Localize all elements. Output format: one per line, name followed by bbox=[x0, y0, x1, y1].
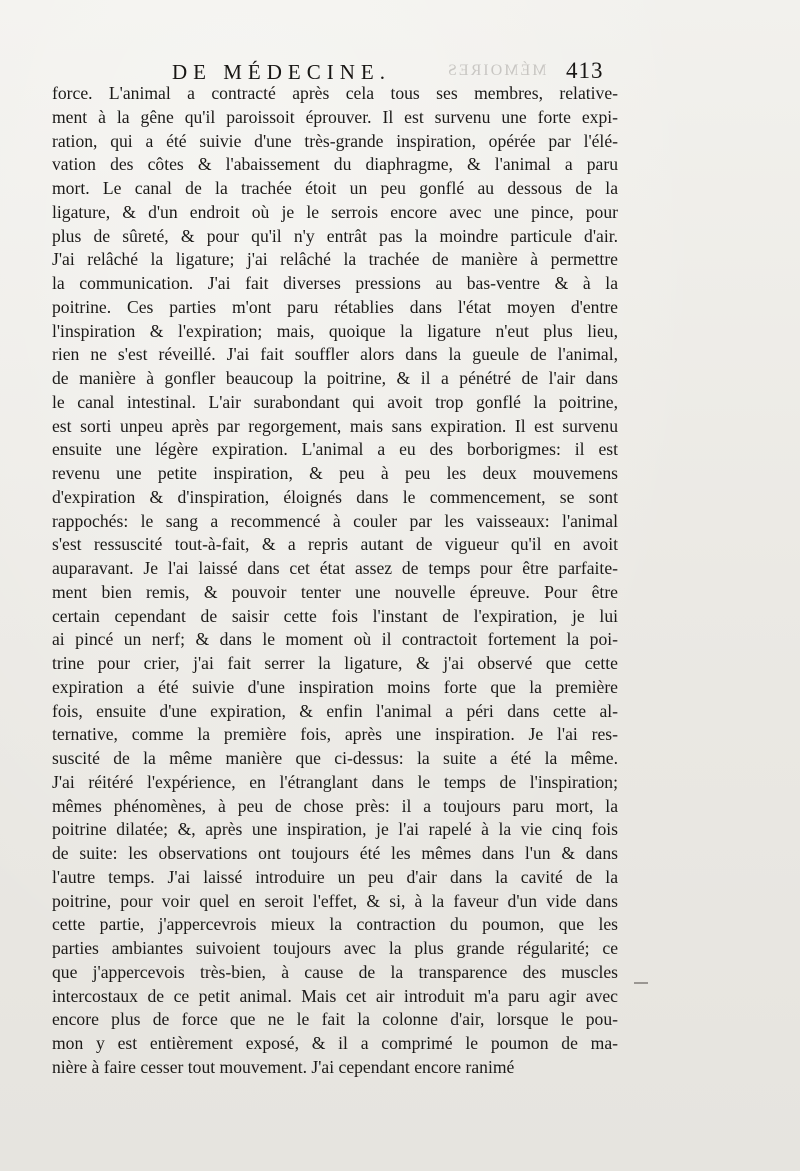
bleed-through-text: MÉMOIRES bbox=[446, 62, 547, 79]
running-title: DE MÉDECINE. bbox=[172, 60, 391, 84]
text-line: ligature, & d'un endroit où je le serrois encore avec une pince, pour bbox=[52, 201, 618, 222]
text-line: intercostaux de ce petit animal. Mais cet air introduit m'a paru agir avec bbox=[52, 985, 618, 1006]
text-line: fois, ensuite d'une expiration, & enfin l'animal a péri dans cette al- bbox=[52, 700, 618, 721]
body-text bbox=[52, 82, 618, 1080]
text-line: auparavant. Je l'ai laissé dans cet état assez de temps pour être parfaite- bbox=[52, 558, 618, 578]
text-line: mort. Le canal de la trachée étoit un peu gonflé au dessous de la bbox=[52, 178, 618, 198]
text-line: encore plus de force que ne le fait la colonne d'air, lorsque le pou- bbox=[52, 1009, 618, 1030]
text-line: cette partie, j'appercevrois mieux la contraction du poumon, que les bbox=[52, 914, 618, 935]
text-line: de manière à gonfler beaucoup la poitrine, & il a pénétré de l'air dans bbox=[52, 368, 618, 388]
text-line: parties ambiantes suivoient toujours avec la plus grande régularité; ce bbox=[52, 938, 618, 958]
text-line: ration, qui a été suivie d'une très-grande inspiration, opérée par l'élé- bbox=[52, 130, 618, 151]
text-line: l'autre temps. J'ai laissé introduire un peu d'air dans la cavité de la bbox=[52, 866, 618, 887]
text-line: suscité de la même manière que ci-dessus: la suite a été la même. bbox=[52, 748, 618, 768]
text-line: vation des côtes & l'abaissement du diaphragme, & l'animal a paru bbox=[52, 154, 618, 175]
text-line: nière à faire cesser tout mouvement. J'ai cependant encore ranimé bbox=[52, 1056, 515, 1077]
text-line: que j'appercevois très-bien, à cause de la transparence des muscles bbox=[52, 961, 618, 982]
text-line: force. L'animal a contracté après cela tous ses membres, relative- bbox=[52, 83, 618, 103]
text-line: ensuite une légère expiration. L'animal a eu des borborigmes: il est bbox=[52, 439, 618, 460]
text-line: poitrine. Ces parties m'ont paru rétablies dans l'état moyen d'entre bbox=[52, 296, 618, 317]
text-line: expiration a été suivie d'une inspiration moins forte que la première bbox=[52, 676, 618, 697]
line-end-mark bbox=[634, 982, 648, 984]
text-line: rappochés: le sang a recommencé à couler par les vaisseaux: l'animal bbox=[52, 510, 618, 531]
text-line: poitrine dilatée; &, après une inspiration, je l'ai rapelé à la vie cinq fois bbox=[52, 819, 618, 840]
page-number: 413 bbox=[566, 58, 604, 83]
text-line: est sorti unpeu après par regorgement, mais sans expiration. Il est survenu bbox=[52, 415, 618, 436]
text-line: mon y est entièrement exposé, & il a comprimé le poumon de ma- bbox=[52, 1033, 618, 1053]
text-line: trine pour crier, j'ai fait serrer la ligature, & j'ai observé que cette bbox=[52, 653, 618, 673]
text-line: l'inspiration & l'expiration; mais, quoique la ligature n'eut plus lieu, bbox=[52, 320, 618, 341]
text-line: poitrine, pour voir quel en seroit l'effet, & si, à la faveur d'un vide dans bbox=[52, 890, 618, 911]
text-line: certain cependant de saisir cette fois l'instant de l'expiration, je lui bbox=[52, 605, 618, 626]
text-line: la communication. J'ai fait diverses pressions au bas-ventre & à la bbox=[52, 273, 618, 293]
text-line: de suite: les observations ont toujours été les mêmes dans l'un & dans bbox=[52, 843, 618, 863]
text-line: mêmes phénomènes, à peu de chose près: il a toujours paru mort, la bbox=[52, 795, 618, 816]
text-line: ment à la gêne qu'il paroissoit éprouver. Il est survenu une forte expi- bbox=[52, 106, 618, 127]
text-line: plus de sûreté, & pour qu'il n'y entrât pas la moindre particule d'air. bbox=[52, 225, 618, 246]
text-line: ternative, comme la première fois, après une inspiration. Je l'ai res- bbox=[52, 724, 618, 745]
text-line: ment bien remis, & pouvoir tenter une nouvelle épreuve. Pour être bbox=[52, 581, 618, 602]
text-line: ai pincé un nerf; & dans le moment où il contractoit fortement la poi- bbox=[52, 629, 618, 650]
text-line: d'expiration & d'inspiration, éloignés dans le commencement, se sont bbox=[52, 486, 618, 507]
text-line: rien ne s'est réveillé. J'ai fait souffler alors dans la gueule de l'animal, bbox=[52, 344, 618, 365]
text-line: s'est ressuscité tout-à-fait, & a repris autant de vigueur qu'il en avoit bbox=[52, 534, 618, 555]
text-line: J'ai réitéré l'expérience, en l'étranglant dans le temps de l'inspiration; bbox=[52, 771, 618, 792]
text-line: J'ai relâché la ligature; j'ai relâché la trachée de manière à permettre bbox=[52, 249, 618, 270]
text-line: le canal intestinal. L'air surabondant qui avoit trop gonflé la poitrine, bbox=[52, 391, 618, 412]
text-line: revenu une petite inspiration, & peu à peu les deux mouvemens bbox=[52, 463, 618, 483]
